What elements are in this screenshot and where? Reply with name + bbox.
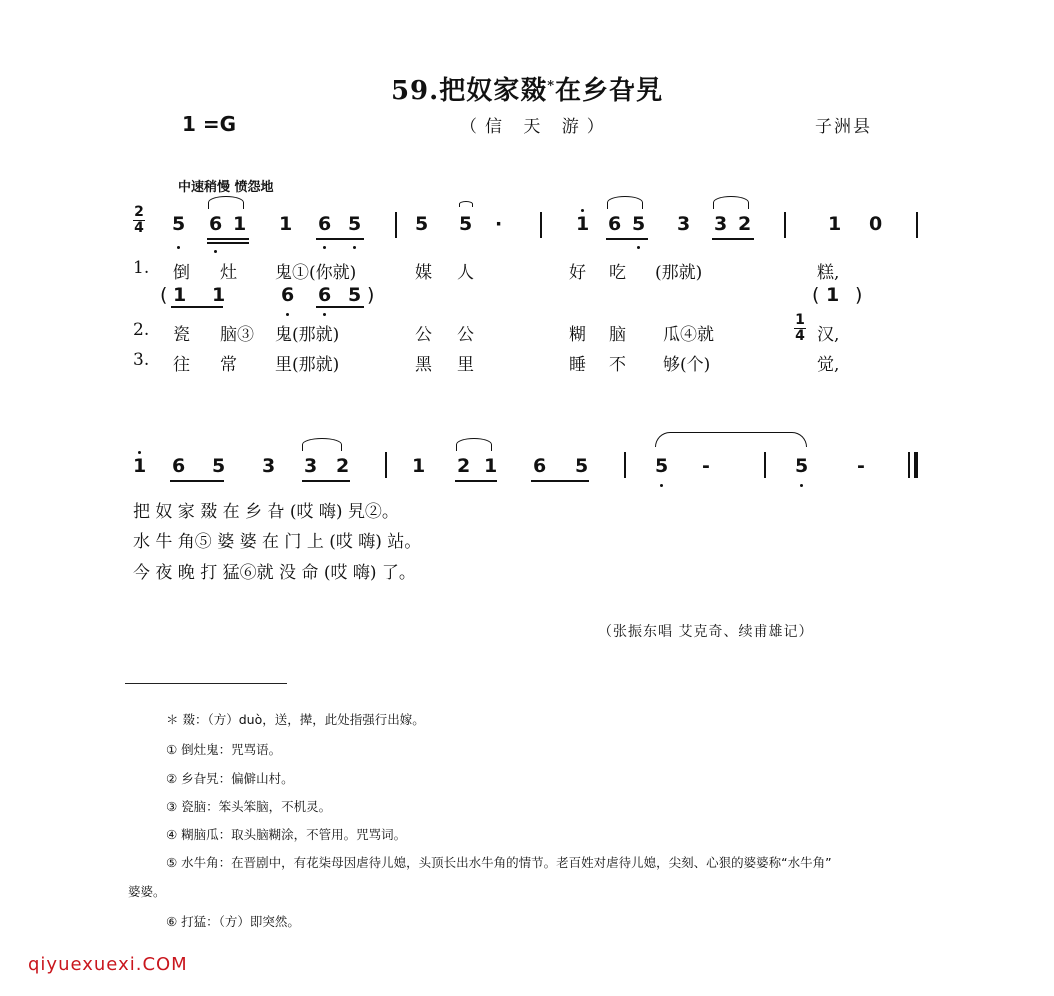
note: - [702, 455, 710, 477]
octave-dot [138, 451, 141, 454]
footnote: ① 倒灶鬼：咒骂语。 [166, 742, 282, 757]
note: 1 [233, 213, 247, 235]
octave-dot [323, 246, 326, 249]
note: 5 [348, 284, 362, 306]
note: 1 [828, 213, 842, 235]
note: 6 [608, 213, 622, 235]
footnote: ③ 瓷脑：笨头笨脑，不机灵。 [166, 799, 332, 814]
octave-dot [637, 246, 640, 249]
octave-dot [800, 484, 803, 487]
note: 1 [484, 455, 498, 477]
note: 5 [655, 455, 669, 477]
note: 1 [212, 284, 226, 306]
slur [713, 196, 749, 209]
octave-dot [581, 209, 584, 212]
barline [385, 452, 387, 478]
note: 2 [457, 455, 471, 477]
verse-2-line-2: 水 牛 角⑤ 婆 婆 在 门 上 (哎 嗨) 站。 [133, 532, 422, 552]
note: 6 [209, 213, 223, 235]
note: 1 [133, 455, 147, 477]
genre-label: （信 天 游） [460, 117, 612, 137]
beam [170, 480, 224, 482]
footnote: ④ 糊脑瓜：取头脑糊涂，不管用。咒骂词。 [166, 827, 407, 842]
beam [207, 242, 249, 244]
note: 2 [738, 213, 752, 235]
final-barline [914, 452, 918, 478]
beam [712, 238, 754, 240]
footnote: ⑥ 打猛：（方）即突然。 [166, 914, 300, 929]
note: · [495, 213, 503, 235]
slur [607, 196, 643, 209]
region-label: 子洲县 [815, 117, 872, 137]
note: 5 [795, 455, 809, 477]
footnote: ⑤ 水牛角：在晋剧中，有花柒母因虐待儿媳，头顶长出水牛角的情节。老百姓对虐待儿媳，尖刻、心狠的婆婆称“水牛角” [166, 855, 832, 870]
octave-dot [660, 484, 663, 487]
page-title: 59.把奴家敠*在乡旮旯 [390, 76, 664, 106]
beam [606, 238, 648, 240]
note: 3 [304, 455, 318, 477]
footnote: ＊ 敠：（方）duò，送，撵，此处指强行出嫁。 [166, 712, 425, 727]
footnote: 婆婆。 [128, 884, 166, 899]
note: 6 [318, 284, 332, 306]
octave-dot [177, 246, 180, 249]
beam [316, 238, 364, 240]
slur [456, 438, 492, 451]
note: 0 [869, 213, 883, 235]
note: 5 [415, 213, 429, 235]
time-signature-change: 1 4 [795, 312, 805, 344]
barline [916, 212, 918, 238]
octave-dot [214, 250, 217, 253]
beam [316, 306, 364, 308]
note: - [857, 455, 865, 477]
note: 2 [336, 455, 350, 477]
note: 6 [533, 455, 547, 477]
note: 5 [348, 213, 362, 235]
note: 6 [318, 213, 332, 235]
note: 5 [575, 455, 589, 477]
octave-dot [323, 313, 326, 316]
barline [764, 452, 766, 478]
beam [302, 480, 350, 482]
tempo-marking: 中速稍慢 愤怨地 [178, 180, 274, 195]
note: 5 [172, 213, 186, 235]
tie [655, 432, 807, 447]
barline [395, 212, 397, 238]
note: 6 [172, 455, 186, 477]
beam [455, 480, 497, 482]
octave-dot [286, 313, 289, 316]
credit-line: （张振东唱 艾克奇、续甫雄记） [598, 624, 814, 640]
verse-3-line-2: 今 夜 晚 打 猛⑥就 没 命 (哎 嗨) 了。 [133, 563, 416, 583]
beam [531, 480, 589, 482]
barline [784, 212, 786, 238]
note: 5 [632, 213, 646, 235]
note: 1 [173, 284, 187, 306]
slur [208, 196, 244, 209]
note: 1 [412, 455, 426, 477]
note: 3 [262, 455, 276, 477]
note: 1 [279, 213, 293, 235]
time-signature: 2 4 [134, 204, 144, 236]
footnote: ② 乡旮旯：偏僻山村。 [166, 771, 294, 786]
key-signature: 1 =G [182, 112, 237, 136]
site-watermark: qiyuexuexi.COM [28, 954, 188, 975]
note: 5 [459, 213, 473, 235]
barline [624, 452, 626, 478]
fermata-icon [459, 201, 473, 207]
note: 1 [826, 284, 840, 306]
barline [908, 452, 910, 478]
slur [302, 438, 342, 451]
note: 6 [281, 284, 295, 306]
note: 3 [677, 213, 691, 235]
barline [540, 212, 542, 238]
verse-1-line-2: 把 奴 家 敠 在 乡 旮 (哎 嗨) 旯②。 [133, 502, 399, 522]
beam [171, 306, 223, 308]
octave-dot [353, 246, 356, 249]
note: 3 [714, 213, 728, 235]
note: 1 [576, 213, 590, 235]
note: 5 [212, 455, 226, 477]
beam [207, 238, 249, 240]
footnote-divider [125, 683, 287, 684]
